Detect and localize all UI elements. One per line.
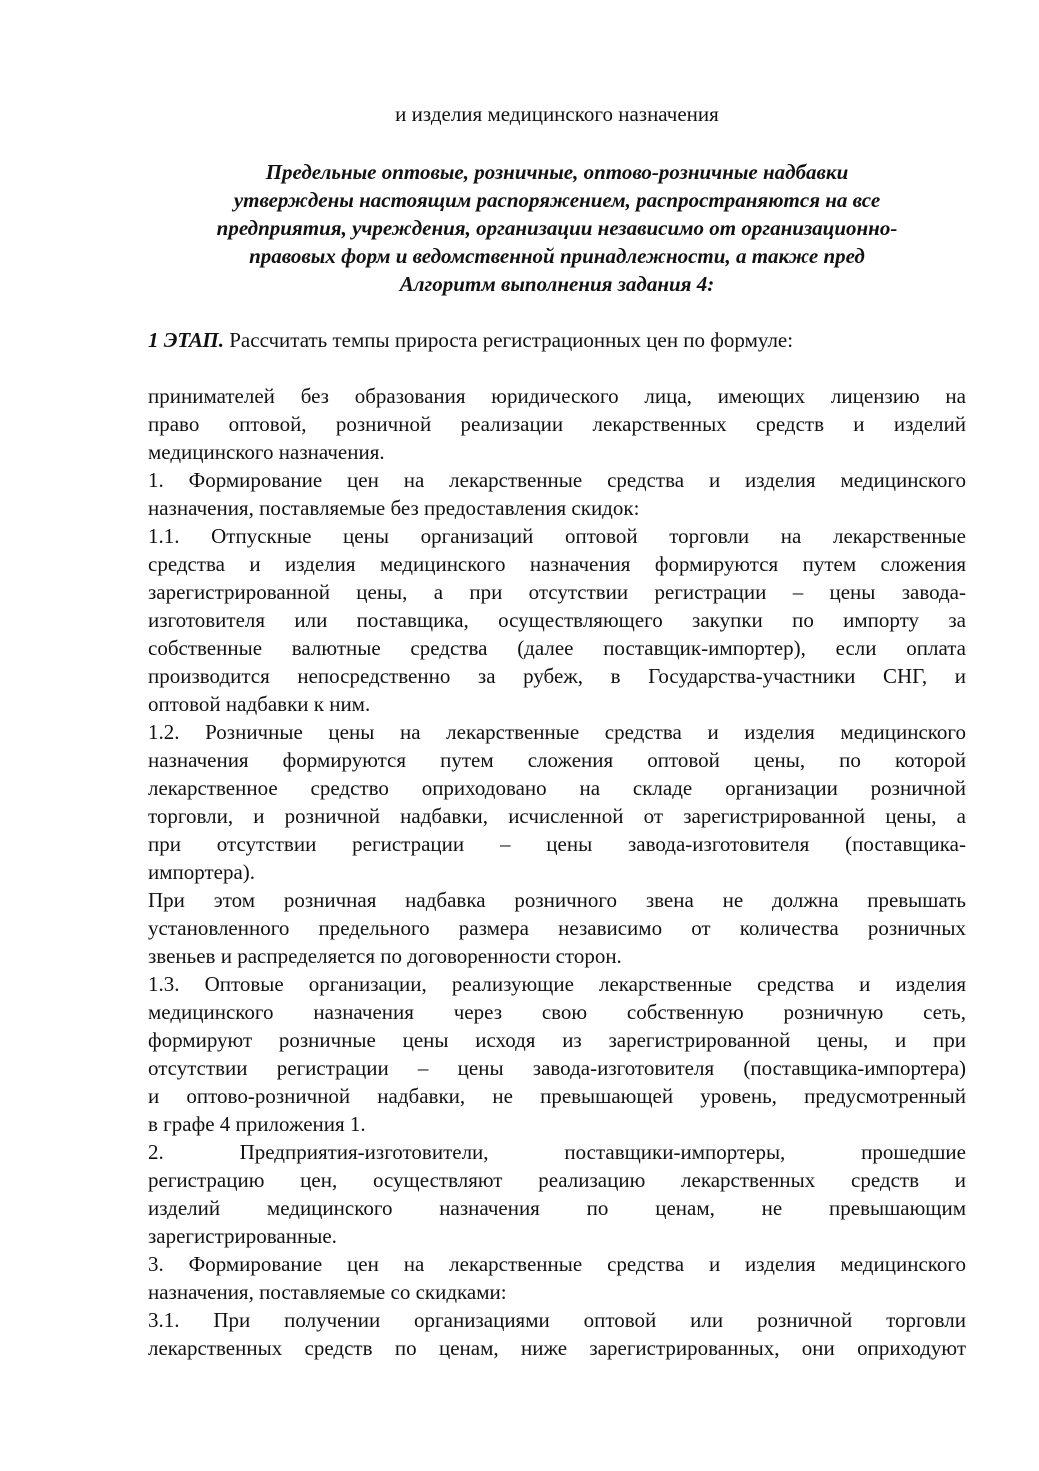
paragraph-line: звеньев и распределяется по договоренности сторон. [148,944,622,968]
body-text [148,382,966,1362]
top-line: и изделия медицинского назначения [395,102,719,126]
paragraph [148,1250,966,1306]
paragraph [148,718,966,886]
paragraph-line: 1.2. Розничные цены на лекарственные средства и изделия медицинского [148,720,966,744]
paragraph-line: в графе 4 приложения 1. [148,1112,366,1136]
heading-line: утверждены настоящим распоряжением, распространяются на все [233,188,881,212]
paragraph-line: и оптово-розничной надбавки, не превышающей уровень, предусмотренный [148,1084,966,1108]
paragraph [148,970,966,1138]
paragraph-line: назначения, поставляемые без предоставления скидок: [148,496,640,520]
paragraph-line: торговли, и розничной надбавки, исчисленной от зарегистрированной цены, а [148,804,966,828]
paragraph-line: 3.1. При получении организациями оптовой или розничной торговли [148,1308,966,1332]
paragraph-line: при отсутствии регистрации – цены завода-изготовителя (поставщика- [148,832,966,856]
paragraph-line: регистрацию цен, осуществляют реализацию лекарственных средств и [148,1168,966,1192]
paragraph-line: формируют розничные цены исходя из зарегистрированной цены, и при [148,1028,966,1052]
paragraph-line: При этом розничная надбавка розничного звена не должна превышать [148,888,966,912]
paragraph [148,1138,966,1250]
stage-line [148,326,966,354]
paragraph-line: 3. Формирование цен на лекарственные средства и изделия медицинского [148,1252,966,1276]
paragraph [148,886,966,970]
paragraph-line: принимателей без образования юридического лица, имеющих лицензию на [148,384,966,408]
paragraph-line: импортера). [148,860,256,884]
heading-line: предприятия, учреждения, организации независимо от организационно- [216,216,898,240]
paragraph-line: медицинского назначения. [148,440,385,464]
paragraph [148,466,966,522]
document-heading [148,158,966,298]
stage-label: 1 ЭТАП. [148,328,224,352]
paragraph-line: зарегистрированные. [148,1224,337,1248]
heading-line: правовых форм и ведомственной принадлежности, а также пред [249,244,865,268]
paragraph-line: назначения, поставляемые со скидками: [148,1280,507,1304]
paragraph-line: назначения формируются путем сложения оптовой цены, по которой [148,748,966,772]
stage-text: Рассчитать темпы прироста регистрационных цен по формуле: [224,328,794,352]
paragraph-line: собственные валютные средства (далее поставщик-импортер), если оплата [148,636,966,660]
heading-line: Алгоритм выполнения задания 4: [399,272,715,296]
paragraph-line: оптовой надбавки к ним. [148,692,371,716]
paragraph-line: отсутствии регистрации – цены завода-изготовителя (поставщика-импортера) [148,1056,966,1080]
paragraph-line: изделий медицинского назначения по ценам, не превышающим [148,1196,966,1220]
paragraph-line: лекарственное средство оприходовано на складе организации розничной [148,776,966,800]
paragraph-line: средства и изделия медицинского назначения формируются путем сложения [148,552,966,576]
paragraph-line: установленного предельного размера независимо от количества розничных [148,916,966,940]
paragraph-line: 1.1. Отпускные цены организаций оптовой торговли на лекарственные [148,524,966,548]
paragraph-line: изготовителя или поставщика, осуществляющего закупки по импорту за [148,608,966,632]
paragraph-line: лекарственных средств по ценам, ниже зарегистрированных, они оприходуют [148,1336,966,1360]
paragraph-line: 2. Предприятия-изготовители, поставщики-импортеры, прошедшие [148,1140,966,1164]
paragraph-line: медицинского назначения через свою собственную розничную сеть, [148,1000,966,1024]
paragraph [148,1306,966,1362]
paragraph [148,382,966,466]
paragraph-line: 1. Формирование цен на лекарственные средства и изделия медицинского [148,468,966,492]
paragraph [148,522,966,718]
paragraph-line: зарегистрированной цены, а при отсутствии регистрации – цены завода- [148,580,966,604]
heading-line: Предельные оптовые, розничные, оптово-розничные надбавки [265,160,849,184]
paragraph-line: 1.3. Оптовые организации, реализующие лекарственные средства и изделия [148,972,966,996]
paragraph-line: производится непосредственно за рубеж, в Государства-участники СНГ, и [148,664,966,688]
paragraph-line: право оптовой, розничной реализации лекарственных средств и изделий [148,412,966,436]
